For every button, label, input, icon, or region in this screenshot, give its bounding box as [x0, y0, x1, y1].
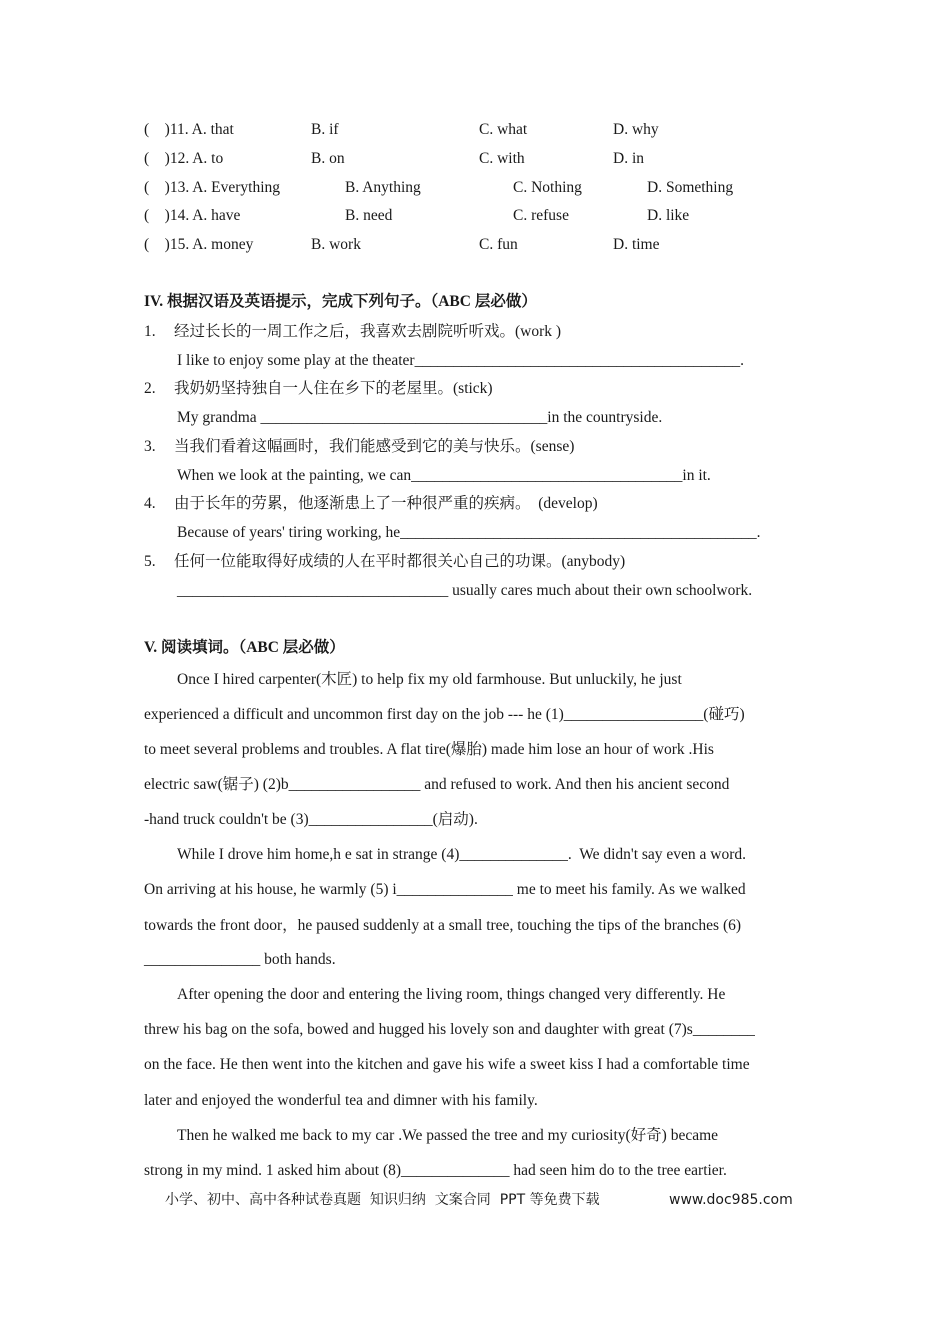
- passage-line: After opening the door and entering the living room, things changed very differently. He: [177, 986, 726, 1003]
- mc-12-option-d: D. in: [613, 150, 644, 167]
- mc-11-option-b: B. if: [311, 121, 339, 138]
- mc-14-option-d: D. like: [647, 207, 690, 224]
- passage-line: electric saw(锯子) (2)b_________________ and refused to work. And then his ancient second: [144, 776, 730, 793]
- q5-number: 5.: [144, 553, 156, 570]
- mc-12-option-c: C. with: [479, 150, 525, 167]
- q2-english: My grandma _____________________________________in the countryside.: [177, 409, 663, 426]
- q4-number: 4.: [144, 495, 156, 512]
- mc-13-stem: ( )13. A. Everything: [144, 179, 281, 196]
- mc-14-stem: ( )14. A. have: [144, 207, 241, 224]
- passage-line: strong in my mind. 1 asked him about (8)______________ had seen him do to the tree eartier.: [144, 1162, 727, 1179]
- section-v-heading: V. 阅读填词。（ABC 层必做）: [144, 639, 345, 656]
- q1-english: I like to enjoy some play at the theater__________________________________________.: [177, 352, 744, 369]
- passage-line: experienced a difficult and uncommon first day on the job --- he (1)__________________(碰巧): [144, 706, 745, 723]
- mc-15-stem: ( )15. A. money: [144, 236, 254, 253]
- q1-number: 1.: [144, 323, 156, 340]
- passage-line: While I drove him home,h e sat in strange (4)______________. We didn't say even a word.: [177, 846, 747, 863]
- passage-line: On arriving at his house, he warmly (5) i_______________ me to meet his family. As we walked: [144, 881, 746, 898]
- q3-english: When we look at the painting, we can___________________________________in it.: [177, 467, 711, 484]
- mc-15-option-b: B. work: [311, 236, 361, 253]
- mc-15-option-c: C. fun: [479, 236, 518, 253]
- passage-line: Then he walked me back to my car .We passed the tree and my curiosity(好奇) became: [177, 1127, 719, 1144]
- passage-line: to meet several problems and troubles. A flat tire(爆胎) made him lose an hour of work .His: [144, 741, 714, 758]
- q5-chinese: 任何一位能取得好成绩的人在平时都很关心自己的功课。(anybody): [174, 553, 626, 570]
- mc-14-option-c: C. refuse: [513, 207, 569, 224]
- q2-chinese: 我奶奶坚持独自一人住在乡下的老屋里。(stick): [174, 380, 493, 397]
- mc-15-option-d: D. time: [613, 236, 660, 253]
- q3-number: 3.: [144, 438, 156, 455]
- q3-chinese: 当我们看着这幅画时，我们能感受到它的美与快乐。(sense): [174, 438, 575, 455]
- q4-english: Because of years' tiring working, he______________________________________________.: [177, 524, 761, 541]
- mc-11-option-d: D. why: [613, 121, 659, 138]
- passage-line: Once I hired carpenter(木匠) to help fix my old farmhouse. But unluckily, he just: [177, 671, 682, 688]
- q1-chinese: 经过长长的一周工作之后，我喜欢去剧院听听戏。(work ): [174, 323, 562, 340]
- passage-line: on the face. He then went into the kitchen and gave his wife a sweet kiss I had a comfortable time: [144, 1056, 750, 1073]
- mc-13-option-d: D. Something: [647, 179, 734, 196]
- mc-14-option-b: B. need: [345, 207, 393, 224]
- passage-line: _______________ both hands.: [144, 951, 336, 968]
- passage-line: later and enjoyed the wonderful tea and dimner with his family.: [144, 1092, 538, 1109]
- q5-english: ___________________________________ usually cares much about their own schoolwork.: [177, 582, 753, 599]
- footer-url[interactable]: www.doc985.com: [669, 1192, 793, 1208]
- mc-13-option-c: C. Nothing: [513, 179, 582, 196]
- passage-line: -hand truck couldn't be (3)________________(启动).: [144, 811, 478, 828]
- passage-line: threw his bag on the sofa, bowed and hugged his lovely son and daughter with great (7)s________: [144, 1021, 755, 1038]
- q4-chinese: 由于长年的劳累，他逐渐患上了一种很严重的疾病。 (develop): [174, 495, 598, 512]
- mc-12-stem: ( )12. A. to: [144, 150, 224, 167]
- mc-13-option-b: B. Anything: [345, 179, 421, 196]
- q2-number: 2.: [144, 380, 156, 397]
- passage-line: towards the front door，he paused suddenly at a small tree, touching the tips of the branches (6): [144, 917, 742, 934]
- mc-11-option-c: C. what: [479, 121, 528, 138]
- footer-text: 小学、初中、高中各种试卷真题 知识归纳 文案合同 PPT 等免费下载: [165, 1192, 600, 1208]
- mc-12-option-b: B. on: [311, 150, 345, 167]
- section-iv-heading: IV. 根据汉语及英语提示，完成下列句子。（ABC 层必做）: [144, 293, 537, 310]
- mc-11-stem: ( )11. A. that: [144, 121, 234, 138]
